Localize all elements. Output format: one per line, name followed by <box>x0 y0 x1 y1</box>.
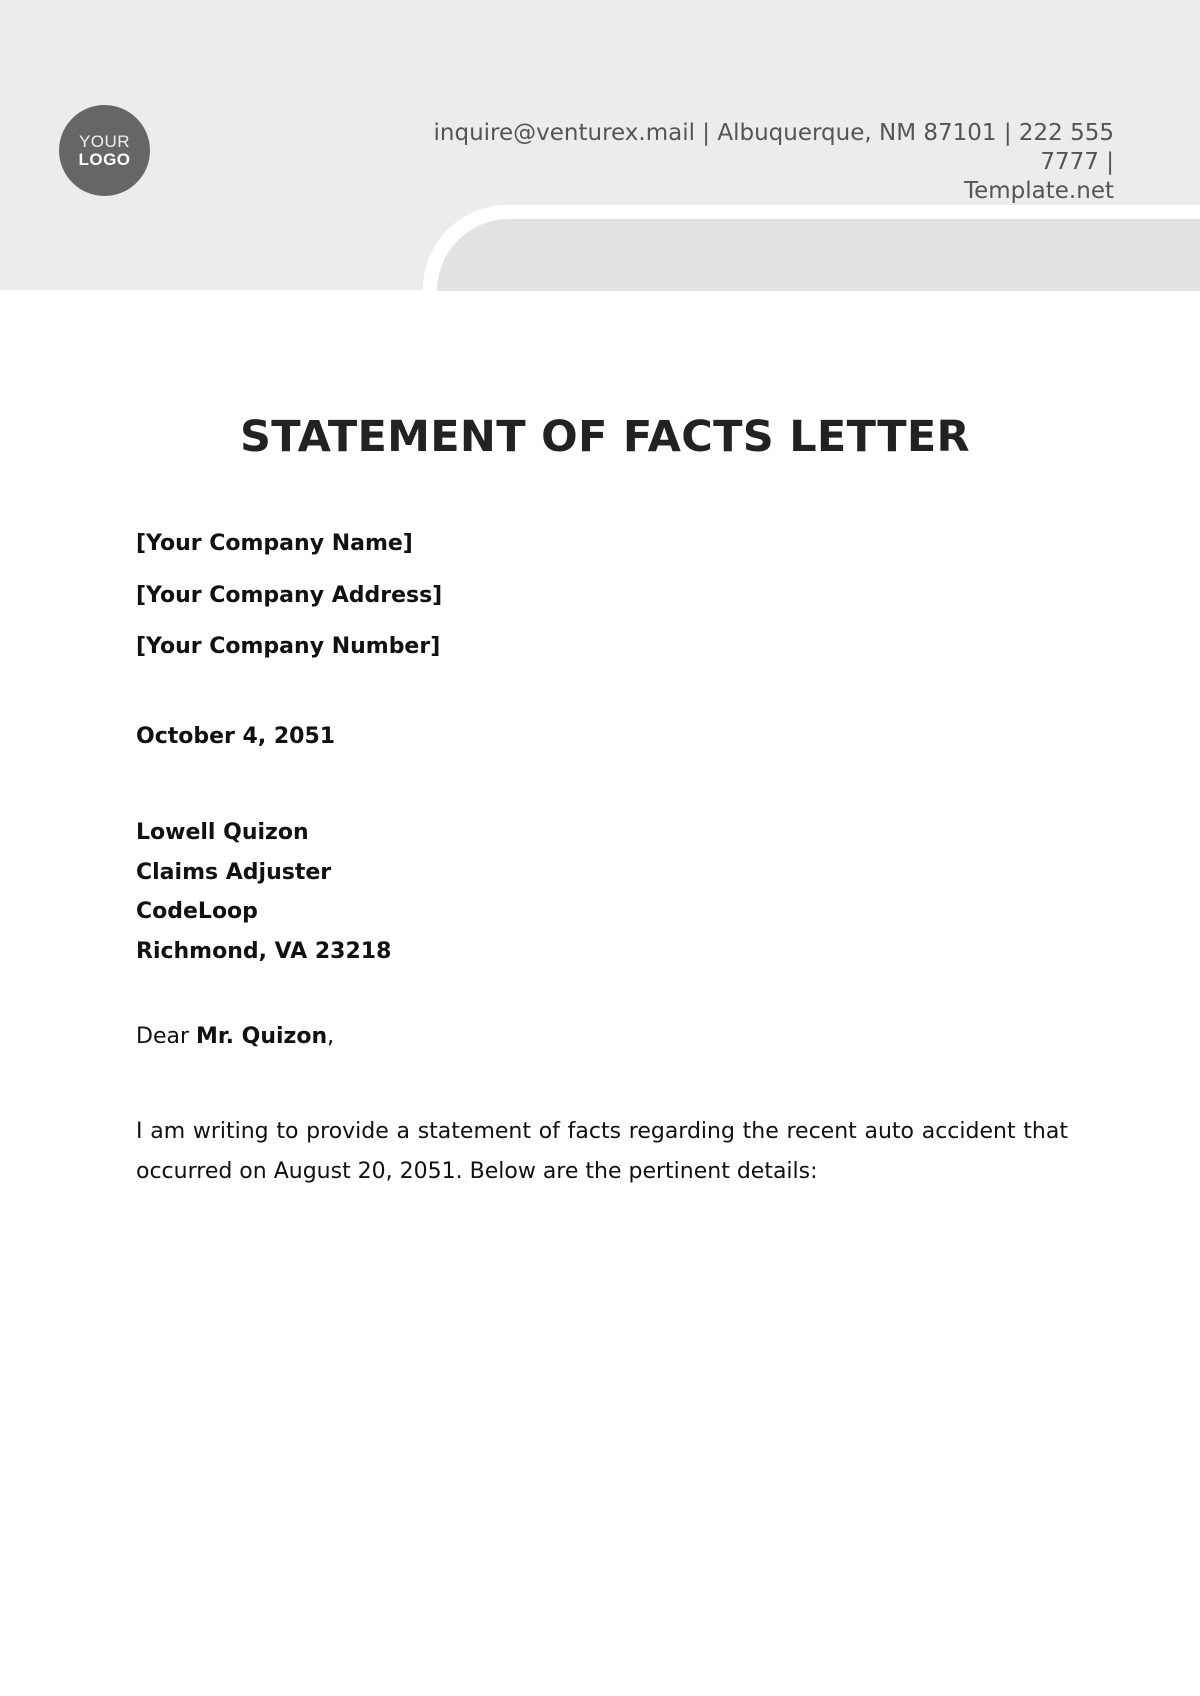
body-paragraph: I am writing to provide a statement of facts regarding the recent auto accident that occurred on August 20, 2051. Below are the pertinent details: <box>136 1119 1068 1184</box>
logo-text-your: YOUR <box>78 131 131 151</box>
company-number: [Your Company Number] <box>136 634 441 659</box>
contact-info <box>394 119 1114 206</box>
page-body <box>0 291 1200 1696</box>
recipient-name: Lowell Quizon <box>136 820 309 845</box>
company-name: [Your Company Name] <box>136 531 413 556</box>
contact-line-primary: inquire@venturex.mail | Albuquerque, NM 87101 | 222 555 7777 | <box>433 120 1114 175</box>
salutation-name: Mr. Quizon <box>196 1024 328 1049</box>
salutation-greeting: Dear <box>136 1024 190 1049</box>
recipient-company: CodeLoop <box>136 899 258 924</box>
letter-date: October 4, 2051 <box>136 724 336 749</box>
company-address: [Your Company Address] <box>136 583 443 608</box>
logo-text-logo: LOGO <box>78 149 131 169</box>
company-logo <box>59 105 150 196</box>
recipient-position: Claims Adjuster <box>136 859 332 885</box>
document-title: STATEMENT OF FACTS LETTER <box>240 412 970 462</box>
contact-line-website: Template.net <box>963 178 1114 204</box>
recipient-block <box>136 813 391 971</box>
salutation-punctuation: , <box>327 1024 335 1049</box>
recipient-address: Richmond, VA 23218 <box>136 938 392 964</box>
salutation <box>136 1023 334 1051</box>
